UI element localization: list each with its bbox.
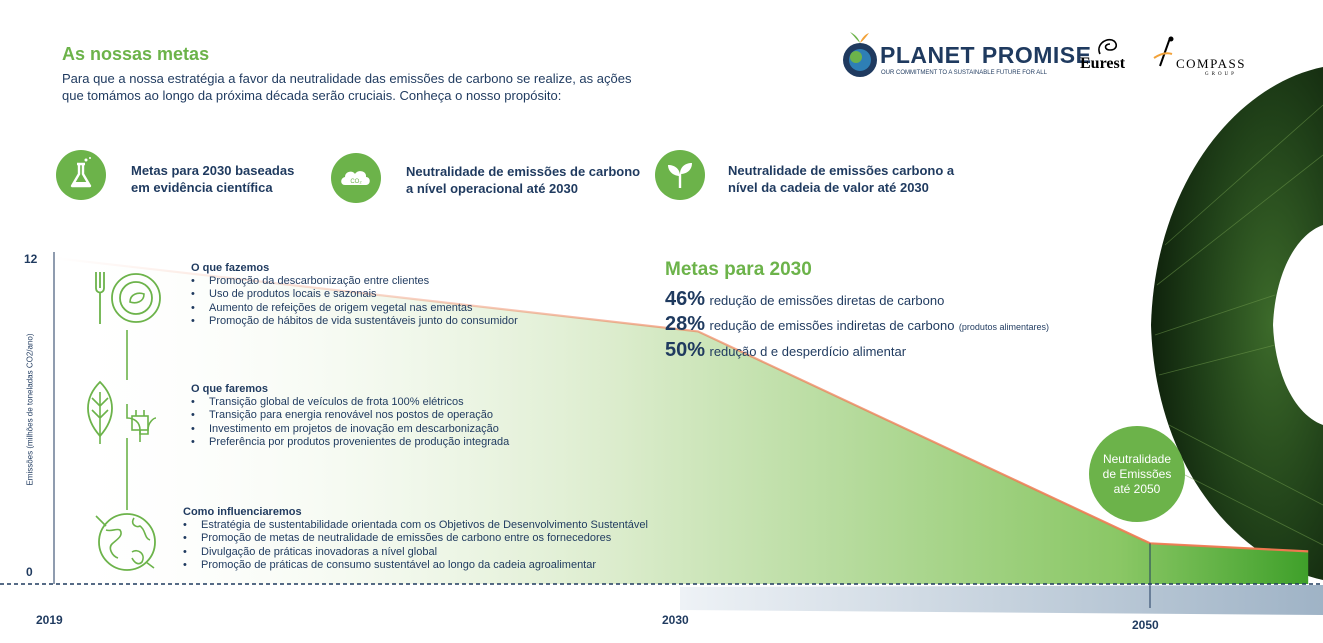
planet-promise-tagline: OUR COMMITMENT TO A SUSTAINABLE FUTURE FOR ALL [881, 70, 1047, 76]
neutrality-badge-text: Neutralidade de Emissões até 2050 [1102, 451, 1172, 496]
goal-3-text: Neutralidade de emissões carbono a nível da cadeia de valor até 2030 [728, 163, 955, 195]
compass-logo: COMPASS [1176, 56, 1247, 71]
target-percent: 50% [665, 339, 706, 361]
baseline-band [680, 585, 1323, 615]
list-item: • Aumento de refeições de origem vegetal nas ementas [191, 302, 518, 315]
list-item: • Transição para energia renovável nos postos de operação [191, 409, 509, 422]
x-tick-label: 2030 [662, 613, 689, 627]
target-note: (produtos alimentares) [958, 322, 1049, 332]
section-what-we-do [191, 262, 518, 328]
compass-group-label: GROUP [1205, 72, 1237, 77]
page-title: As nossas metas [62, 44, 210, 64]
svg-text:CO₂: CO₂ [350, 179, 362, 185]
targets-title: Metas para 2030 [665, 259, 812, 280]
list-item: • Promoção da descarbonização entre clientes [191, 275, 518, 288]
section-heading: O que faremos [191, 383, 269, 395]
target-text: redução de emissões indiretas de carbono [709, 318, 955, 333]
section-what-we-will-do [191, 383, 509, 449]
list-item: • Preferência por produtos provenientes de produção integrada [191, 436, 509, 449]
x-tick-label: 2019 [36, 613, 63, 627]
globe-icon [94, 508, 164, 579]
list-item: • Divulgação de práticas inovadoras a nível global [183, 546, 648, 559]
y-tick-label: 12 [24, 252, 38, 266]
list-item: • Investimento em projetos de inovação em descarbonização [191, 423, 509, 436]
page-subtitle: Para que a nossa estratégia a favor da neutralidade das emissões de carbono se realize, as ações que tomámos ao longo da próxima década serão cruciais. Conheça o nosso propósito: [62, 71, 632, 103]
planet-promise-name: PLANET PROMISE [880, 42, 1092, 68]
target-row [665, 288, 944, 311]
x-tick-label: 2050 [1132, 618, 1159, 632]
goal-2-text: Neutralidade de emissões de carbono a nível operacional até 2030 [406, 164, 641, 196]
leaf-plug-icon [80, 378, 162, 453]
section-heading: O que fazemos [191, 262, 270, 274]
goal-1-text: Metas para 2030 baseadas em evidência científica [131, 163, 295, 195]
target-text: redução d e desperdício alimentar [709, 344, 907, 359]
fork-plate-icon [90, 268, 162, 333]
target-row [665, 339, 906, 362]
target-percent: 28% [665, 313, 706, 335]
list-item: • Promoção de práticas de consumo sustentável ao longo da cadeia agroalimentar [183, 559, 648, 572]
section-how-we-influence [183, 506, 648, 572]
list-item: • Promoção de hábitos de vida sustentáveis junto do consumidor [191, 315, 518, 328]
list-item: • Estratégia de sustentabilidade orientada com os Objetivos de Desenvolvimento Sustentável [183, 519, 648, 532]
target-percent: 46% [665, 288, 706, 310]
eurest-logo: Eurest [1080, 55, 1126, 72]
y-axis-label: Emissões (milhões de toneladas CO2/ano) [25, 333, 35, 486]
list-item: • Transição global de veículos de frota 100% elétricos [191, 396, 509, 409]
target-row [665, 313, 1049, 336]
list-item: • Promoção de metas de neutralidade de emissões de carbono entre os fornecedores [183, 532, 648, 545]
y-tick-label: 0 [26, 565, 33, 579]
section-heading: Como influenciaremos [183, 506, 302, 518]
list-item: • Uso de produtos locais e sazonais [191, 288, 518, 301]
target-text: redução de emissões diretas de carbono [709, 293, 945, 308]
neutrality-badge [1089, 426, 1185, 522]
